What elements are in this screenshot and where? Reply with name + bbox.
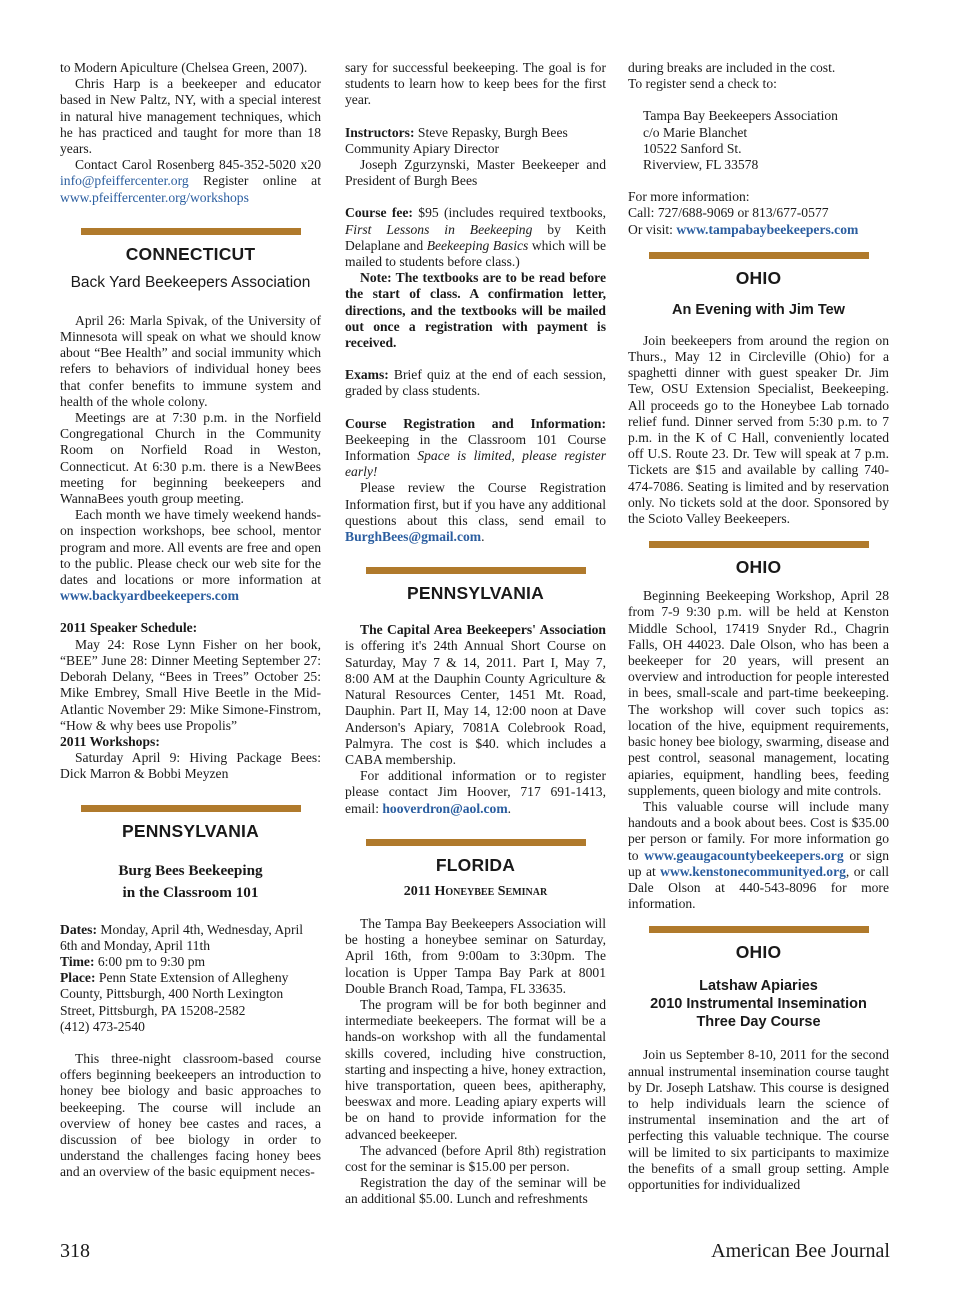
paragraph: Registration the day of the seminar will be an additional $5.00. Lunch and refreshments [345, 1175, 606, 1207]
website-link[interactable]: www.pfeiffercenter.org/workshops [60, 189, 249, 205]
section-subheading: Three Day Course [696, 1014, 821, 1031]
paragraph: Joseph Zgurzynski, Master Beekeeper and President of Burgh Bees [345, 157, 606, 189]
paragraph: For additional information or to register please contact Jim Hoover, 717 691-1413, email: hooverdron@aol.com. [345, 768, 606, 816]
section-heading: PENNSYLVANIA [407, 583, 544, 604]
paragraph: This three-night classroom-based course offers beginning beekeepers an introduction to honey bee biology and basic approaches to beekeeping. The course will include an overview of honey bee castes and races, a discussion of bee biology in order to understand the challenges facing honey bees and an overview of the basic equipment neces- [60, 1050, 321, 1180]
address-line: c/o Marie Blanchet [643, 124, 748, 140]
paragraph: Saturday April 9: Hiving Package Bees: Dick Marron & Bobbi Meyzen [60, 750, 321, 782]
paragraph: To register send a check to: [628, 76, 777, 92]
paragraph: The program will be for both beginner and intermediate beekeepers. The format will be a hands-on workshop with all the fundamental skills covered, including hive construction, starting and inspecting a hive, honey extraction, hive transportation, queen bees, apitheraphy, beeswax and more. Leading apiary experts will be on hand to provide information for the advanced beekeeper. [345, 996, 606, 1142]
section-heading: OHIO [735, 267, 782, 288]
paragraph: Contact Carol Rosenberg 845-352-5020 x20 info@pfeiffercenter.org Register online at www.pfeiffercenter.org/workshops [60, 157, 321, 205]
paragraph: to Modern Apiculture (Chelsea Green, 2007). [60, 60, 308, 75]
note: Note: The textbooks are to be read before the start of class. A confirmation letter, directions, and the textbooks will be mailed out once a registration with payment is received. [345, 270, 606, 351]
dates-line: Dates: Monday, April 4th, Wednesday, April 6th and Monday, April 11th [60, 921, 304, 953]
page-number: 318 [60, 1240, 90, 1262]
column-1 [60, 60, 321, 1181]
section-heading: FLORIDA [435, 854, 516, 875]
paragraph: Beginning Beekeeping Workshop, April 28 from 7-9 9:30 p.m. will be held at Kenston Middle School, 17419 Snyder Rd., Chagrin Falls, OH 44023. Dale Olson, who has been a beekeeper for 20 years, will present an overview and introduction for people interested in bees, small-scale and part-time beekeeping. The workshop will cover such topics as: location of the hive, equipment requirements, basic honey bee biology, swarming, disease and pest control, seasonal management, locating apiaries, equipment, handling bees, feeding supplements, queen biology and mite controls. [628, 588, 889, 798]
paragraph: Join beekeepers from around the region on Thurs., May 12 in Circleville (Ohio) for a spaghetti dinner with guest speaker Dr. Jim Tew, OSU Extension Specialist, Beekeeping. All proceeds go to the Honeybee Lab tornado relief fund. Dinner served from 5:30 p.m. to 7 p.m. in the K of C Hall, conveniently located off U.S. Route 23. Dr. Tew will speak at 7 p.m. Tickets are $15 and available by calling 740-474-7086. Seating is limited and by reservation only. No tickets sold at the door. Sponsored by the Scioto Valley Beekeepers. [628, 332, 889, 527]
paragraph: The advanced (before April 8th) registration cost for the seminar is $15.00 per person. [345, 1142, 606, 1174]
section-heading: OHIO [735, 557, 782, 578]
info-line: For more information: [628, 189, 750, 205]
address-line: Tampa Bay Beekeepers Association [643, 108, 838, 124]
email-link[interactable]: hooverdron@aol.com [382, 800, 508, 816]
fee-line: Course fee: $95 (includes required textbooks, First Lessons in Beekeeping by Keith Delaplane and Beekeeping Basics which will be mailed to students before class.) [345, 205, 606, 270]
section-divider [649, 926, 869, 933]
section-divider [366, 567, 586, 574]
time-line: Time: 6:00 pm to 9:30 pm [60, 953, 206, 969]
info-line: Call: 727/688-9069 or 813/677-0577 [628, 205, 829, 221]
section-heading: CONNECTICUT [125, 243, 256, 264]
website-link[interactable]: www.kenstonecommunityed.org [660, 863, 846, 879]
info-line: Or visit: www.tampabaybeekeepers.com [628, 221, 859, 237]
paragraph: Join us September 8-10, 2011 for the second annual instrumental insemination course taught by Dr. Joseph Latshaw. This course is designed to help individuals learn the science of instrumental insemination and the art of perfecting this valuable technique. The course will be limited to six participants to maximize the benefits of a small group setting. Ample opportunities for individualized [628, 1047, 889, 1192]
paragraph: Each month we have timely weekend hands-on inspection workshops, bee school, mentor program and more. All events are free and open to the public. Please check our web site for the dates and locations or more information at www.backyardbeekeepers.com [60, 507, 321, 604]
section-subheading: Burg Bees Beekeeping [118, 861, 263, 879]
paragraph: The Tampa Bay Beekeepers Association will be hosting a honeybee seminar on Saturday, April 16th, from 9:00am to 3:30pm. The location is Upper Tampa Bay Park at 8001 Double Branch Road, Tampa, FL 33635. [345, 915, 606, 996]
paragraph: Chris Harp is a beekeeper and educator based in New Paltz, NY, with a special interest in natural hive management techniques, which he has practiced and taught for more than 18 years. [60, 76, 321, 157]
paragraph: This valuable course will include many handouts and a book about bees. Cost is $35.00 per person or family. For more information go to www.geaugacountybeekeepers.org or sign up at www.kenstonecommunityed.org, or call Dale Olson at 440-543-8096 for more information. [628, 798, 889, 912]
journal-title: American Bee Journal [711, 1240, 890, 1262]
section-heading: PENNSYLVANIA [122, 820, 259, 841]
section-heading: OHIO [735, 942, 782, 963]
paragraph: during breaks are included in the cost. [628, 60, 836, 75]
paragraph: April 26: Marla Spivak, of the University of Minnesota will speak on what we should know about “Bee Health” and social immunity which refers to behaviors of individual honey bees that confer benefits to immune system and health of the whole colony. [60, 312, 321, 409]
section-divider [649, 541, 869, 548]
paragraph: Please review the Course Registration Information first, but if you have any additional questions about this class, send email to BurghBees@gmail.com. [345, 480, 606, 545]
website-link[interactable]: www.geaugacountybeekeepers.org [644, 847, 844, 863]
section-subheading: An Evening with Jim Tew [672, 301, 845, 318]
registration-line: Course Registration and Information: Beekeeping in the Classroom 101 Course Information Space is limited, please register early! [345, 415, 606, 480]
website-link[interactable]: www.backyardbeekeepers.com [60, 588, 239, 604]
section-divider [366, 839, 586, 846]
place-line: Place: Penn State Extension of Allegheny County, Pittsburgh, 400 North Lexington Street, Pittsburgh, PA 15208-2582 [60, 970, 289, 1018]
workshops-heading: 2011 Workshops: [60, 733, 160, 749]
section-subheading: 2011 Honeybee Seminar [403, 883, 548, 899]
section-divider [649, 252, 869, 259]
phone-line: (412) 473-2540 [60, 1018, 145, 1034]
schedule-heading: 2011 Speaker Schedule: [60, 620, 198, 636]
email-link[interactable]: BurghBees@gmail.com [345, 529, 482, 545]
paragraph: The Capital Area Beekeepers' Association is offering it's 24th Annual Short Course on Saturday, May 7 & 14, 2011. Part I, May 7, 8:00 AM at the Dauphin County Agriculture & Natural Resources Center, 1451 Mt. Road, Dauphin. Part II, May 14, 12:00 noon at Dave Anderson's Apiary, 7081A Colebrook Road, Palmyra. The cost is $40. which includes a CABA membership. [345, 622, 606, 767]
section-divider [81, 228, 301, 235]
column-2 [345, 60, 606, 1208]
address-line: Riverview, FL 33578 [643, 157, 759, 173]
section-divider [81, 805, 301, 812]
website-link[interactable]: www.tampabaybeekeepers.com [676, 221, 859, 237]
exams-line: Exams: Brief quiz at the end of each session, graded by class students. [345, 367, 606, 399]
paragraph: May 24: Rose Lynn Fisher on her book, “BEE” June 28: Dinner Meeting September 27: Deborah Delany, “Bees in Trees” October 25: Mike Embrey, Small Hive Beetle in the Mid-Atlantic November 29: Mike Simone-Finstrom, “How & why bees use Propolis” [60, 636, 321, 733]
paragraph: Meetings are at 7:30 p.m. in the Norfield Congregational Church in the Community Room on Norfield Road in Weston, Connecticut. At 6:30 p.m. there is a NewBees meeting for beginning beekeepers and WannaBees youth group meeting. [60, 410, 321, 507]
section-subheading: in the Classroom 101 [122, 883, 259, 901]
paragraph: sary for successful beekeeping. The goal is for students to learn how to keep bees for the first year. [345, 60, 606, 108]
instructors-line: Instructors: Steve Repasky, Burgh Bees Community Apiary Director [345, 124, 568, 156]
column-3 [628, 60, 889, 1193]
section-subheading: Latshaw Apiaries [699, 978, 818, 995]
email-link[interactable]: info@pfeiffercenter.org [60, 173, 189, 189]
address-line: 10522 Sanford St. [643, 140, 742, 156]
section-subheading: 2010 Instrumental Insemination [650, 996, 867, 1013]
section-subheading: Back Yard Beekeepers Association [70, 273, 311, 291]
